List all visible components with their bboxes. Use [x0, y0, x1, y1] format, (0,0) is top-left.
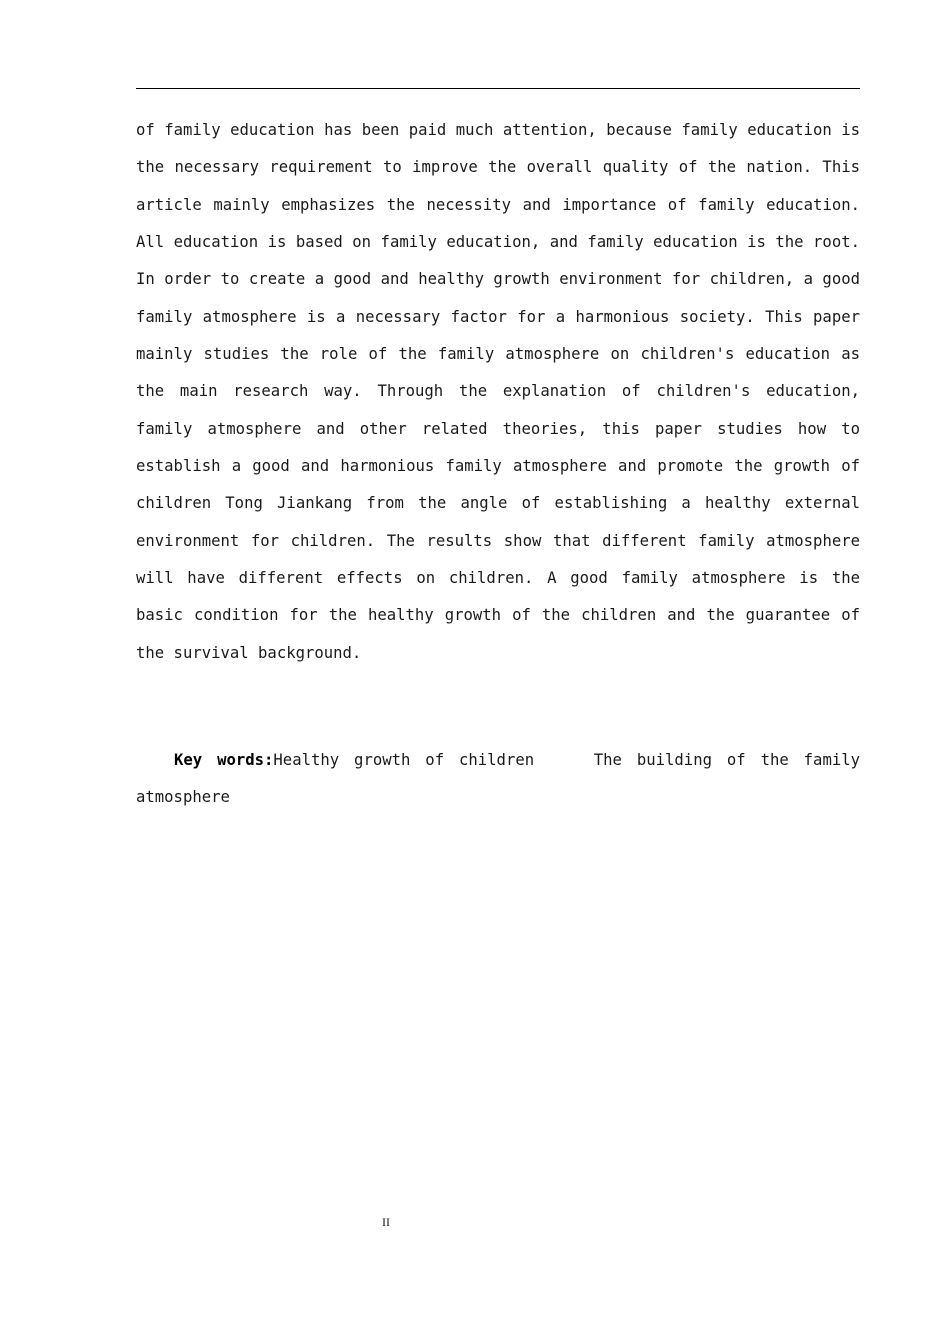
keywords-line	[136, 742, 860, 817]
page-number: II	[382, 1215, 390, 1229]
header-rule	[136, 88, 860, 89]
keywords-label: Key words:	[174, 751, 274, 769]
abstract-paragraph: of family education has been paid much attention, because family education is the necessary requirement to improve the overall quality of the nation. This article mainly emphasizes the necessity and importance of family education. All education is based on family education, and family education is the root. In order to create a good and healthy growth environment for children, a good family atmosphere is a necessary factor for a harmonious society. This paper mainly studies the role of the family atmosphere on children's education as the main research way. Through the explanation of children's education, family atmosphere and other related theories, this paper studies how to establish a good and harmonious family atmosphere and promote the growth of children Tong Jiankang from the angle of establishing a healthy external environment for children. The results show that different family atmosphere will have different effects on children. A good family atmosphere is the basic condition for the healthy growth of the children and the guarantee of the survival background.	[136, 121, 860, 662]
keywords-text: Healthy growth of children The building of the family atmosphere	[136, 751, 860, 807]
